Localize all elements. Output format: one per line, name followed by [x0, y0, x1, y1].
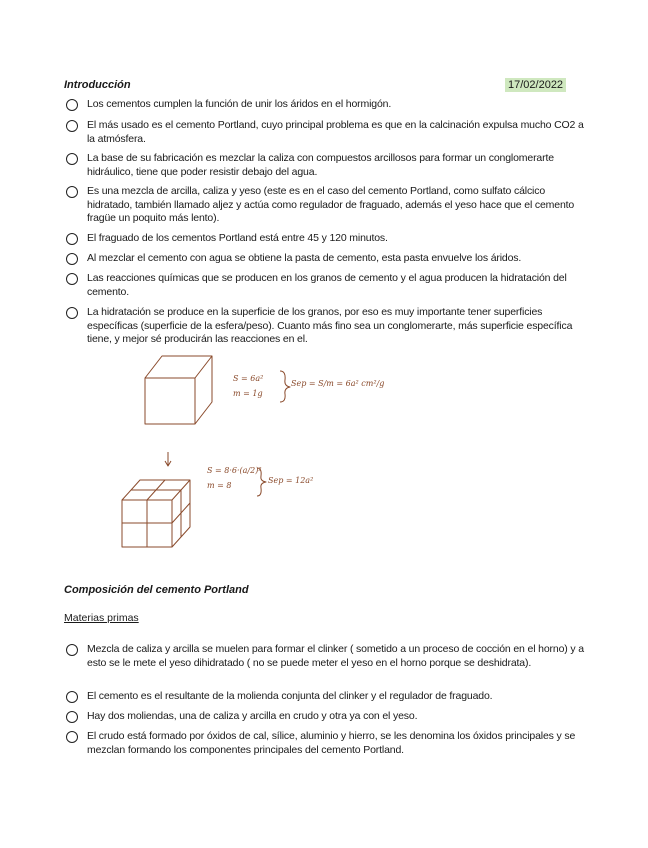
composition-item: El cemento es el resultante de la molienda conjunta del clinker y el regulador de fraguado.: [66, 690, 586, 704]
cube2-mass: m = 8: [207, 481, 232, 490]
checkbox-circle[interactable]: [66, 711, 78, 723]
composition-item: Mezcla de caliza y arcilla se muelen para formar el clinker ( sometido a un proceso de cocción en el horno) y a esto se le mete el yeso dihidratado ( no se puede meter el yeso en el horno porque se deshidrata).: [66, 643, 586, 670]
intro-item: El más usado es el cemento Portland, cuyo principal problema es que en la calcinación expulsa mucho CO2 a la atmósfera.: [66, 119, 586, 146]
cube2-area-formula: S = 8·6·(a/2)²: [207, 466, 262, 475]
checkbox-circle[interactable]: [66, 644, 78, 656]
intro-item: La hidratación se produce en la superficie de los granos, por eso es muy importante tener superficies específicas (superficie de la esfera/peso). Cuanto más fino sea un conglomerarte, más superficie específica tiene, y mejor sé producirán las reacciones en el.: [66, 306, 586, 347]
intro-item: Es una mezcla de arcilla, caliza y yeso (este es en el caso del cemento Portland, como sulfato cálcico hidratado, también llamado aljez y actúa como regulador de fraguado, además el yeso hace que el cemento fragüe un poquito más lento).: [66, 185, 586, 226]
cube2-specific-surface: Sep = 12a²: [268, 476, 314, 485]
intro-item: Las reacciones químicas que se producen en los granos de cemento y el agua producen la hidratación del cemento.: [66, 272, 586, 299]
intro-item: La base de su fabricación es mezclar la caliza con compuestos arcillosos para formar un conglomerarte hidráulico, tiene que poder resistir debajo del agua.: [66, 152, 586, 179]
cube1-specific-surface: Sep = S/m = 6a² cm²/g: [291, 379, 385, 388]
cube1-area-formula: S = 6a²: [233, 374, 264, 383]
composition-item: El crudo está formado por óxidos de cal, sílice, aluminio y hierro, se les denomina los óxidos principales y se mezclan formando los componentes principales del cemento Portland.: [66, 730, 586, 757]
checkbox-circle[interactable]: [66, 731, 78, 743]
date-badge: 17/02/2022: [505, 78, 566, 92]
cube1-mass: m = 1g: [233, 389, 263, 398]
composition-title: Composición del cemento Portland: [64, 584, 249, 596]
intro-item: Los cementos cumplen la función de unir los áridos en el hormigón.: [66, 98, 586, 112]
raw-materials-subtitle: Materias primas: [64, 612, 139, 624]
intro-title: Introducción: [64, 79, 131, 91]
intro-item: El fraguado de los cementos Portland está entre 45 y 120 minutos.: [66, 232, 586, 246]
checkbox-circle[interactable]: [66, 691, 78, 703]
intro-item: Al mezclar el cemento con agua se obtiene la pasta de cemento, esta pasta envuelve los áridos.: [66, 252, 586, 266]
composition-item: Hay dos moliendas, una de caliza y arcilla en crudo y otra ya con el yeso.: [66, 710, 586, 724]
